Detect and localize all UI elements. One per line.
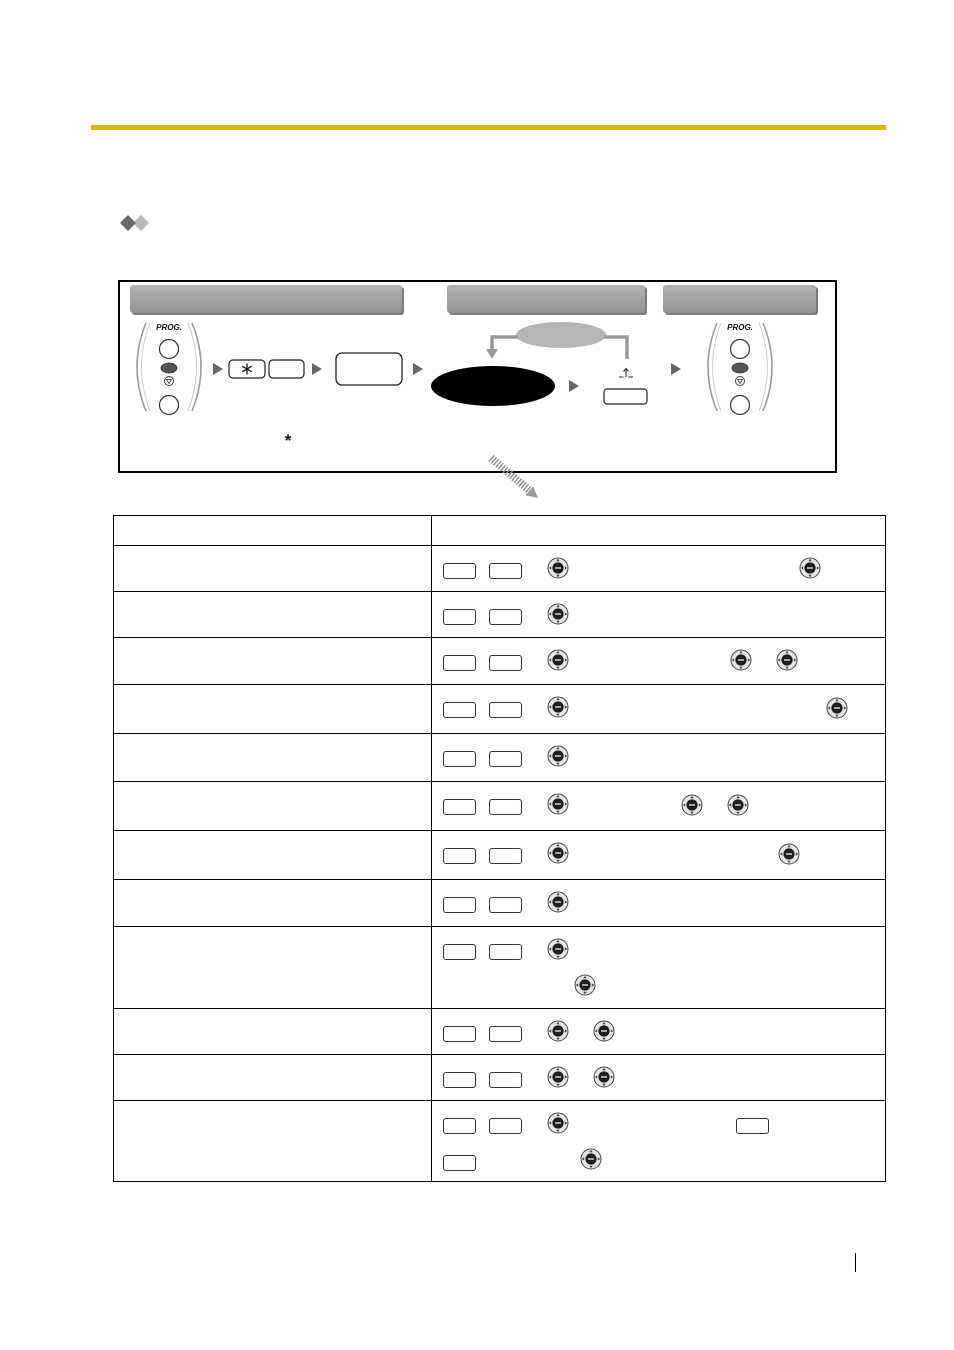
table-row — [114, 926, 885, 1008]
bracket-left-inner — [142, 323, 151, 411]
navigator-enter-icon — [730, 649, 752, 671]
setting-cell — [114, 734, 431, 781]
operation-cell — [431, 880, 885, 926]
setting-cell — [114, 592, 431, 637]
operation-cell — [431, 592, 885, 637]
prog-button-icon — [731, 340, 750, 359]
prog-label: PROG. — [156, 323, 182, 332]
procedure-flowchart — [0, 0, 954, 510]
settings-table — [113, 515, 886, 1182]
enter-button-icon — [731, 396, 750, 415]
table-row — [114, 1054, 885, 1100]
operation-cell — [431, 1101, 885, 1181]
key-button — [443, 1026, 476, 1042]
navigator-enter-icon — [727, 794, 749, 816]
asterisk-note: * — [284, 431, 292, 450]
setting-cell — [114, 1101, 431, 1181]
setting-cell — [114, 546, 431, 591]
operation-cell — [431, 1009, 885, 1054]
setting-cell — [114, 782, 431, 830]
navigator-enter-icon — [681, 794, 703, 816]
table-row — [114, 830, 885, 879]
repeat-label-oval — [516, 322, 606, 348]
step-header-bar-3 — [663, 285, 818, 315]
navigator-enter-icon — [547, 745, 569, 767]
table-row — [114, 733, 885, 781]
on-hook-icon — [619, 369, 633, 378]
table-row — [114, 781, 885, 830]
right-phone-key-set — [708, 323, 772, 415]
navigator-enter-icon — [826, 697, 848, 719]
key-button — [443, 655, 476, 671]
navigator-enter-icon — [547, 1020, 569, 1042]
navigator-enter-icon — [799, 557, 821, 579]
key-button — [489, 751, 522, 767]
header-cell-setting — [114, 516, 431, 545]
transfer-icon — [736, 377, 745, 386]
operation-cell — [431, 685, 885, 733]
transfer-icon — [165, 377, 174, 386]
key-button — [489, 609, 522, 625]
setting-cell — [114, 1055, 431, 1100]
navigator-enter-icon — [547, 557, 569, 579]
setting-cell — [114, 880, 431, 926]
key-button — [443, 1155, 476, 1171]
operation-cell — [431, 546, 885, 591]
double-diamond-icon — [120, 215, 149, 231]
key-button — [489, 1026, 522, 1042]
navigator-enter-icon — [547, 603, 569, 625]
dial-key-icon — [269, 360, 304, 378]
key-button — [489, 563, 522, 579]
table-header-row — [114, 516, 885, 545]
navigator-enter-icon — [547, 938, 569, 960]
key-button — [443, 848, 476, 864]
flow-arrow-5 — [671, 363, 681, 375]
navigator-enter-icon — [574, 974, 596, 996]
navigator-enter-icon — [580, 1148, 602, 1170]
setting-cell — [114, 638, 431, 684]
navigator-enter-icon — [778, 843, 800, 865]
navigator-enter-icon — [593, 1020, 615, 1042]
setting-cell — [114, 685, 431, 733]
table-row — [114, 879, 885, 926]
bracket-right-inner — [759, 323, 768, 411]
setting-cell — [114, 1009, 431, 1054]
program-number-box — [336, 353, 402, 385]
key-button — [443, 799, 476, 815]
table-row — [114, 591, 885, 637]
navigator-enter-icon — [547, 793, 569, 815]
left-phone-key-set — [137, 323, 201, 415]
step-header-bar-2 — [447, 285, 647, 315]
key-button — [443, 944, 476, 960]
key-button — [443, 702, 476, 718]
key-button — [736, 1118, 769, 1134]
flow-arrow-1 — [213, 363, 223, 375]
navigator-enter-icon — [547, 1112, 569, 1134]
key-button — [489, 702, 522, 718]
navigator-enter-icon — [776, 649, 798, 671]
table-row — [114, 1008, 885, 1054]
operation-cell — [431, 734, 885, 781]
bracket-left-inner — [713, 323, 722, 411]
flow-arrow-2 — [312, 363, 322, 375]
key-button — [443, 751, 476, 767]
setting-input-oval — [431, 366, 555, 406]
key-button — [443, 563, 476, 579]
key-button — [443, 609, 476, 625]
hatched-arrow-icon — [491, 458, 538, 498]
key-button — [443, 897, 476, 913]
operation-cell — [431, 638, 885, 684]
bracket-right-inner — [188, 323, 197, 411]
enter-button-icon — [160, 396, 179, 415]
star-key-icon — [229, 360, 265, 378]
setting-cell — [114, 831, 431, 879]
operation-cell — [431, 782, 885, 830]
table-row — [114, 545, 885, 591]
navigator-enter-icon — [547, 1066, 569, 1088]
store-key-icon — [604, 389, 647, 404]
navigator-enter-icon — [593, 1066, 615, 1088]
key-button — [443, 1118, 476, 1134]
key-button — [489, 1072, 522, 1088]
operation-cell — [431, 927, 885, 1008]
operation-cell — [431, 1055, 885, 1100]
header-cell-operation — [431, 516, 885, 545]
navigator-enter-icon — [547, 649, 569, 671]
key-button — [489, 944, 522, 960]
key-button — [489, 848, 522, 864]
key-button — [489, 655, 522, 671]
prog-label: PROG. — [727, 323, 753, 332]
step-header-bar-1 — [130, 285, 404, 315]
key-button — [489, 799, 522, 815]
key-button — [443, 1072, 476, 1088]
page-number-marker — [855, 1253, 856, 1272]
header-rule — [91, 125, 886, 130]
navigator-enter-icon — [547, 842, 569, 864]
flow-arrow-4 — [569, 380, 579, 392]
message-lamp-icon — [732, 363, 748, 373]
key-button — [489, 1118, 522, 1134]
key-button — [489, 897, 522, 913]
setting-cell — [114, 927, 431, 1008]
prog-button-icon — [160, 340, 179, 359]
flow-arrow-3 — [413, 363, 423, 375]
table-row — [114, 637, 885, 684]
message-lamp-icon — [161, 363, 177, 373]
navigator-enter-icon — [547, 696, 569, 718]
table-row — [114, 1100, 885, 1181]
navigator-enter-icon — [547, 891, 569, 913]
table-row — [114, 684, 885, 733]
operation-cell — [431, 831, 885, 879]
